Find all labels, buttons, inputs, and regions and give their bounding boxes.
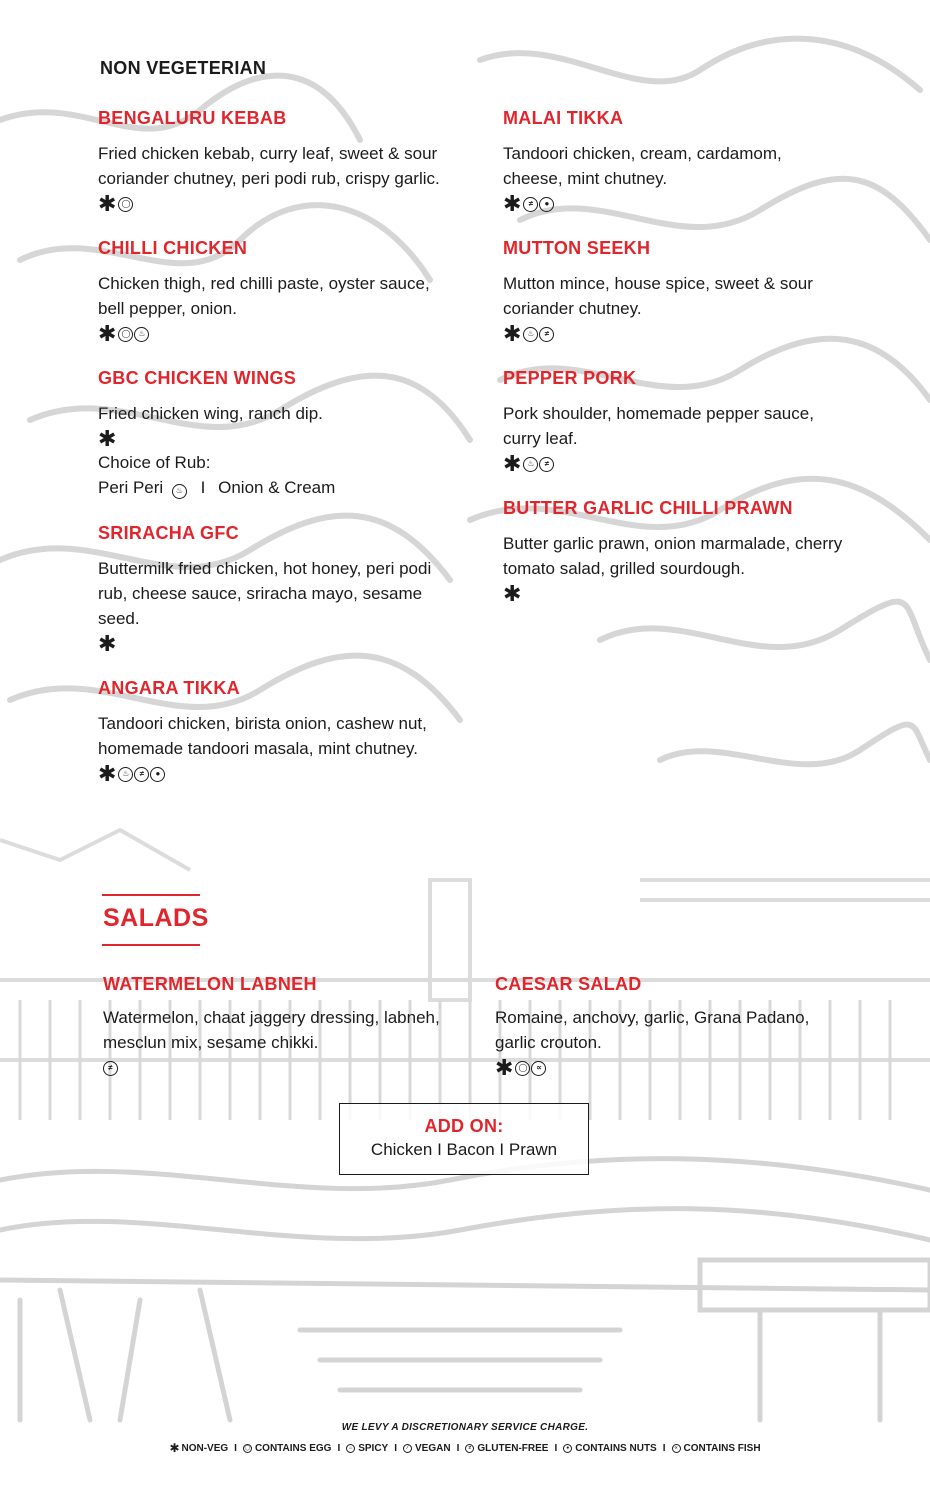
- spicy-icon: ♨: [523, 327, 538, 342]
- diet-icons: [98, 763, 458, 785]
- item-name: BUTTER GARLIC CHILLI PRAWN: [503, 498, 793, 518]
- spicy-icon: ♨: [118, 767, 133, 782]
- rub-choice-options: [98, 475, 458, 500]
- gluten-free-icon: ≠: [539, 327, 554, 342]
- spicy-icon: ♨: [134, 327, 149, 342]
- non-veg-icon: ✱: [495, 1055, 514, 1080]
- item-name: CAESAR SALAD: [495, 974, 642, 994]
- menu-item: [503, 238, 843, 345]
- rub-separator: I: [200, 478, 206, 497]
- nuts-icon: ●: [539, 197, 554, 212]
- item-description: Tandoori chicken, cream, cardamom, cheese, mint chutney.: [503, 144, 782, 188]
- addon-items: Chicken I Bacon I Prawn: [370, 1140, 558, 1159]
- item-name: SRIRACHA GFC: [98, 523, 239, 543]
- legend-separator: I: [554, 1442, 558, 1454]
- item-name: WATERMELON LABNEH: [103, 974, 317, 994]
- menu-item: [503, 498, 843, 605]
- legend-label: CONTAINS FISH: [683, 1442, 761, 1454]
- fish-icon: ∝: [672, 1444, 681, 1453]
- legend-separator: I: [662, 1442, 666, 1454]
- addon-title: ADD ON:: [424, 1116, 504, 1136]
- diet-icons: [495, 1057, 835, 1079]
- legend-separator: I: [337, 1442, 341, 1454]
- gluten-free-icon: ≠: [103, 1061, 118, 1076]
- menu-item: [98, 523, 458, 655]
- legend-separator: I: [234, 1442, 237, 1454]
- menu-item: [103, 974, 443, 1079]
- egg-icon: ◯: [118, 197, 133, 212]
- diet-icons: [98, 323, 458, 345]
- spicy-icon: ♨: [523, 457, 538, 472]
- item-description: Watermelon, chaat jaggery dressing, labneh, mesclun mix, sesame chikki.: [103, 1008, 440, 1052]
- item-name: CHILLI CHICKEN: [98, 238, 248, 258]
- item-description: Fried chicken wing, ranch dip.: [98, 404, 323, 423]
- menu-item: [98, 108, 458, 215]
- non-veg-icon: ✱: [503, 321, 522, 346]
- gluten-free-icon: ≠: [134, 767, 149, 782]
- legend-label: SPICY: [358, 1442, 389, 1454]
- non-veg-icon: ✱: [503, 191, 522, 216]
- item-name: MALAI TIKKA: [503, 108, 624, 128]
- salads-rule-bottom: [102, 944, 200, 946]
- item-description: Tandoori chicken, birista onion, cashew nut, homemade tandoori masala, mint chutney.: [98, 714, 427, 758]
- legend-label: CONTAINS EGG: [254, 1442, 332, 1454]
- non-veg-icon: ✱: [503, 451, 522, 476]
- rub-choice-title: Choice of Rub:: [98, 453, 211, 472]
- diet-icons: [98, 428, 458, 450]
- non-veg-icon: ✱: [503, 581, 522, 606]
- legend-gluten-free: [465, 1443, 548, 1454]
- diet-icons: [98, 193, 458, 215]
- salads-rule-top: [102, 894, 200, 896]
- spicy-icon: ♨: [346, 1444, 355, 1453]
- legend-label: CONTAINS NUTS: [575, 1442, 657, 1454]
- legend-non-veg: [169, 1441, 228, 1455]
- legend-spicy: [346, 1443, 388, 1454]
- vegan-icon: ⁄: [403, 1444, 412, 1453]
- nuts-icon: ●: [150, 767, 165, 782]
- legend-nuts: [563, 1443, 656, 1454]
- legend-label: VEGAN: [415, 1442, 451, 1454]
- gluten-free-icon: ≠: [465, 1444, 474, 1453]
- item-description: Buttermilk fried chicken, hot honey, peri podi rub, cheese sauce, sriracha mayo, sesame seed.: [98, 559, 432, 628]
- egg-icon: ◯: [515, 1061, 530, 1076]
- diet-icons: [98, 633, 458, 655]
- egg-icon: ◯: [244, 1445, 251, 1451]
- right-column: [503, 108, 843, 628]
- fish-icon: ∝: [531, 1061, 546, 1076]
- non-veg-icon: ✱: [98, 191, 117, 216]
- legend-label: GLUTEN-FREE: [477, 1442, 549, 1454]
- nuts-icon: ●: [563, 1444, 572, 1453]
- item-description: Romaine, anchovy, garlic, Grana Padano, garlic crouton.: [495, 1008, 810, 1052]
- legend-vegan: [403, 1443, 451, 1454]
- non-veg-icon: ✱: [169, 1441, 180, 1455]
- item-name: PEPPER PORK: [503, 368, 637, 388]
- item-name: GBC CHICKEN WINGS: [98, 368, 297, 388]
- non-veg-icon: ✱: [98, 426, 117, 451]
- non-veg-icon: ✱: [98, 631, 117, 656]
- diet-icons: [103, 1057, 443, 1079]
- diet-icons: [503, 583, 843, 605]
- diet-legend: [0, 1441, 930, 1455]
- section-title: NON VEGETERIAN: [100, 58, 267, 78]
- addon-box: [339, 1103, 589, 1175]
- legend-separator: I: [394, 1442, 398, 1454]
- item-name: ANGARA TIKKA: [98, 678, 240, 698]
- legend-fish: [672, 1443, 761, 1454]
- menu-item: [98, 238, 458, 345]
- item-description: Chicken thigh, red chilli paste, oyster sauce, bell pepper, onion.: [98, 274, 430, 318]
- legend-label: NON-VEG: [181, 1442, 229, 1454]
- egg-icon: ◯: [118, 327, 133, 342]
- menu-item: [495, 974, 835, 1079]
- diet-icons: [503, 323, 843, 345]
- rub-option-onion-cream: Onion & Cream: [218, 478, 336, 497]
- gluten-free-icon: ≠: [523, 197, 538, 212]
- menu-item: [503, 108, 843, 215]
- left-column: [98, 108, 458, 808]
- item-description: Pork shoulder, homemade pepper sauce, curry leaf.: [503, 404, 814, 448]
- spicy-icon: ♨: [172, 484, 187, 499]
- item-name: MUTTON SEEKH: [503, 238, 651, 258]
- item-description: Mutton mince, house spice, sweet & sour coriander chutney.: [503, 274, 813, 318]
- non-veg-icon: ✱: [98, 761, 117, 786]
- gluten-free-icon: ≠: [539, 457, 554, 472]
- menu-item: [503, 368, 843, 475]
- menu-item: [98, 368, 458, 500]
- legend-separator: I: [456, 1442, 460, 1454]
- service-charge-note: WE LEVY A DISCRETIONARY SERVICE CHARGE.: [341, 1422, 589, 1433]
- item-description: Fried chicken kebab, curry leaf, sweet & sour coriander chutney, peri podi rub, crispy garlic.: [98, 144, 440, 188]
- non-veg-icon: ✱: [98, 321, 117, 346]
- menu-item: [98, 678, 458, 785]
- legend-egg: [243, 1443, 331, 1454]
- salads-title: SALADS: [103, 904, 209, 932]
- item-name: BENGALURU KEBAB: [98, 108, 287, 128]
- diet-icons: [503, 453, 843, 475]
- item-description: Butter garlic prawn, onion marmalade, cherry tomato salad, grilled sourdough.: [503, 534, 843, 578]
- diet-icons: [503, 193, 843, 215]
- rub-option-peri-peri: Peri Peri: [98, 478, 164, 497]
